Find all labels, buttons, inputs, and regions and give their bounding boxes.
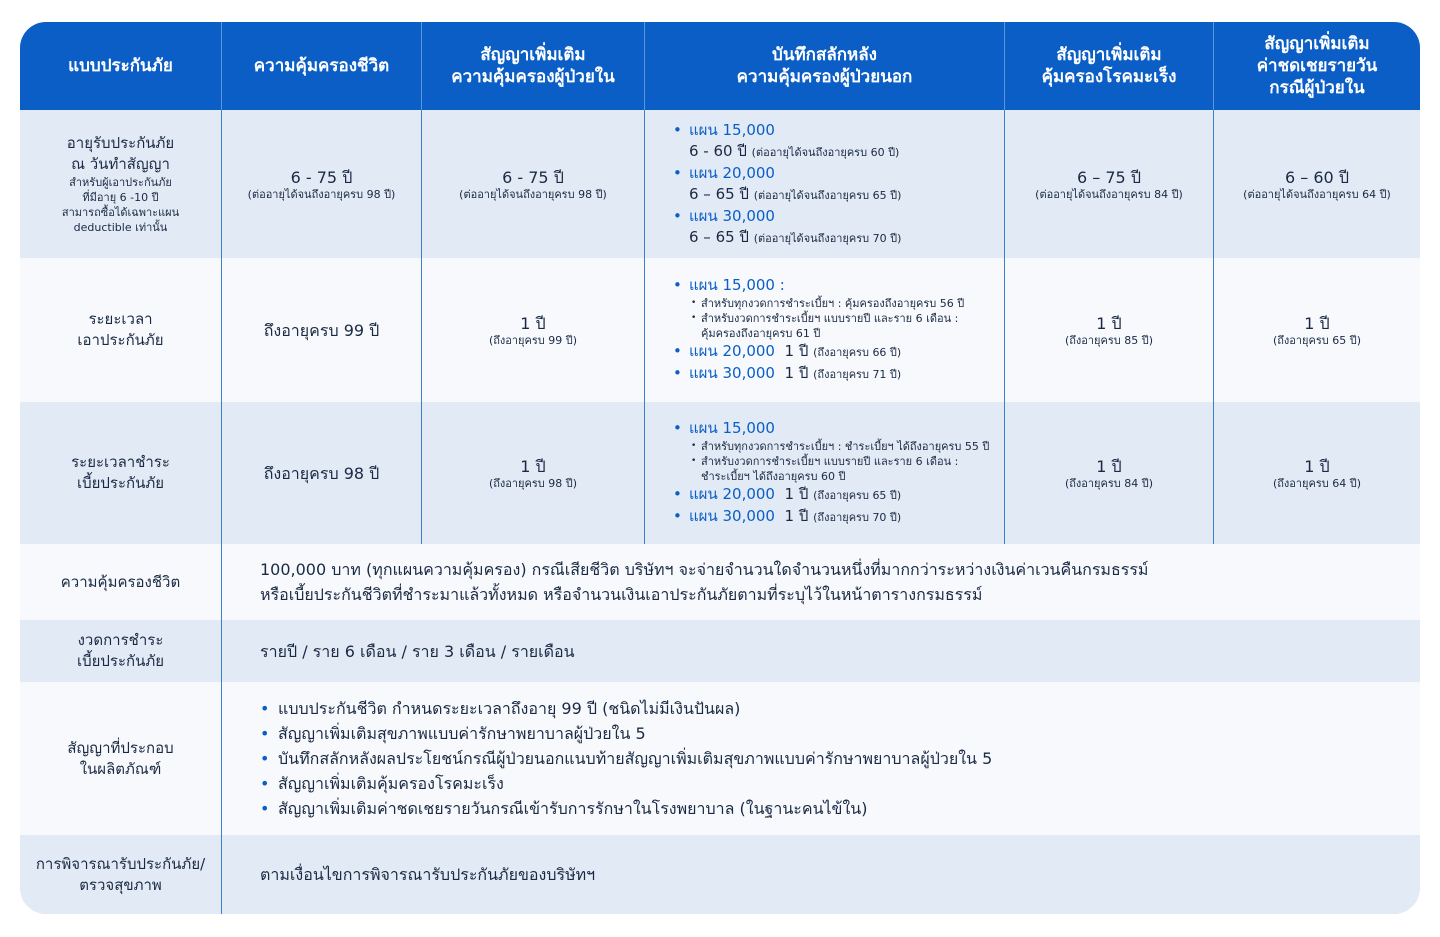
cell-note: (ถึงอายุครบ 64 ปี) bbox=[1272, 476, 1362, 490]
header-plan-type: แบบประกันภัย bbox=[68, 56, 173, 76]
table-row-payment-period bbox=[20, 402, 1420, 544]
plan-30000-title: • แผน 30,000 bbox=[673, 206, 901, 227]
daily-compensation-cell bbox=[1214, 402, 1420, 544]
cell-note: (ถึงอายุครบ 85 ปี) bbox=[1064, 333, 1154, 347]
life-coverage-cell bbox=[222, 402, 421, 544]
cancer-rider-cell bbox=[1005, 258, 1213, 402]
cell-note: (ถึงอายุครบ 98 ปี) bbox=[488, 476, 578, 490]
cell-note: (ต่ออายุได้จนถึงอายุครบ 64 ปี) bbox=[1243, 187, 1391, 201]
life-coverage-description bbox=[260, 544, 1148, 620]
plan-15000-sub-all: • สำหรับทุกงวดการชำระเบี้ยฯ : คุ้มครองถึงอายุครบ 56 ปี bbox=[673, 296, 964, 311]
opd-endorsement-cell bbox=[645, 402, 1004, 544]
table-row-life-coverage bbox=[20, 544, 1420, 620]
plan-15000-title: • แผน 15,000 bbox=[673, 120, 901, 141]
opd-endorsement-cell bbox=[645, 110, 1004, 258]
ipd-rider-cell bbox=[422, 402, 644, 544]
plan-15000-sub-annual-cont: ชำระเบี้ยฯ ได้ถึงอายุครบ 60 ปี bbox=[701, 470, 846, 483]
cell-value: 1 ปี bbox=[1096, 313, 1122, 333]
plan-15000-range: 6 - 60 ปี (ต่ออายุได้จนถึงอายุครบ 60 ปี) bbox=[689, 141, 900, 160]
cell-note: (ต่ออายุได้จนถึงอายุครบ 84 ปี) bbox=[1035, 187, 1183, 201]
row-label-text: การพิจารณารับประกันภัย/ ตรวจสุขภาพ bbox=[35, 854, 206, 894]
divider bbox=[1213, 110, 1214, 544]
row-label-text: งวดการชำระ เบี้ยประกันภัย bbox=[76, 631, 165, 670]
daily-compensation-cell bbox=[1214, 110, 1420, 258]
row-label bbox=[20, 110, 221, 258]
cell-value: ถึงอายุครบ 98 ปี bbox=[263, 463, 380, 483]
header-daily-compensation: สัญญาเพิ่มเติม ค่าชดเชยรายวัน กรณีผู้ป่วยใน bbox=[1256, 34, 1378, 98]
cell-value: 1 ปี bbox=[520, 313, 546, 333]
header-opd-endorsement: บันทึกสลักหลัง ความคุ้มครองผู้ป่วยนอก bbox=[736, 45, 913, 87]
plan-15000-sub-annual: • สำหรับงวดการชำระเบี้ยฯ แบบรายปี และราย 6 เดือน : bbox=[673, 454, 989, 469]
plan-30000-range: 6 – 65 ปี (ต่ออายุได้จนถึงอายุครบ 70 ปี) bbox=[689, 227, 902, 246]
underwriting-value: ตามเงื่อนไขการพิจารณารับประกันภัยของบริษัทฯ bbox=[260, 865, 596, 884]
list-item: • แบบประกันชีวิต กำหนดระยะเวลาถึงอายุ 99 ปี (ชนิดไม่มีเงินปันผล) bbox=[260, 696, 992, 721]
table-row-coverage-period bbox=[20, 258, 1420, 402]
row-label bbox=[20, 402, 221, 544]
divider bbox=[221, 110, 222, 914]
divider bbox=[421, 110, 422, 544]
divider bbox=[644, 110, 645, 544]
row-label-text: ระยะเวลาชำระ เบี้ยประกันภัย bbox=[71, 453, 170, 492]
plan-20000-title: • แผน 20,000 bbox=[673, 163, 901, 184]
row-label-text: อายุรับประกันภัย ณ วันทำสัญญา bbox=[66, 134, 175, 173]
cell-note: (ถึงอายุครบ 99 ปี) bbox=[488, 333, 578, 347]
header-ipd-rider: สัญญาเพิ่มเติม ความคุ้มครองผู้ป่วยใน bbox=[451, 45, 615, 87]
table-row-entry-age bbox=[20, 110, 1420, 258]
cell-value: 1 ปี bbox=[1096, 456, 1122, 476]
payment-mode-value: รายปี / ราย 6 เดือน / ราย 3 เดือน / รายเดือน bbox=[260, 641, 575, 661]
plan-15000-sub-annual: • สำหรับงวดการชำระเบี้ยฯ แบบรายปี และราย 6 เดือน : bbox=[673, 311, 964, 326]
plan-20000-range: 6 – 65 ปี (ต่ออายุได้จนถึงอายุครบ 65 ปี) bbox=[689, 184, 902, 203]
row-label bbox=[20, 835, 221, 914]
plan-20000-title: • แผน 20,000 1 ปี (ถึงอายุครบ 66 ปี) bbox=[673, 341, 964, 363]
divider bbox=[1004, 110, 1005, 544]
description-line-2: หรือเบี้ยประกันชีวิตที่ชำระมาแล้วทั้งหมด หรือจำนวนเงินเอาประกันภัยตามที่ระบุไว้ในหน้าตารางกรมธรรม์ bbox=[260, 585, 983, 604]
header-cancer-rider: สัญญาเพิ่มเติม คุ้มครองโรคมะเร็ง bbox=[1041, 45, 1177, 87]
cell-value: 6 - 75 ปี bbox=[290, 167, 353, 187]
list-item: • สัญญาเพิ่มเติมค่าชดเชยรายวันกรณีเข้ารับการรักษาในโรงพยาบาล (ในฐานะคนไข้ใน) bbox=[260, 796, 992, 821]
cell-value: 1 ปี bbox=[1304, 456, 1330, 476]
cell-value: 1 ปี bbox=[1304, 313, 1330, 333]
cancer-rider-cell bbox=[1005, 110, 1213, 258]
list-item: • บันทึกสลักหลังผลประโยชน์กรณีผู้ป่วยนอกแนบท้ายสัญญาเพิ่มเติมสุขภาพแบบค่ารักษาพยาบาลผู้ป่วยใน 5 bbox=[260, 746, 992, 771]
plan-20000-title: • แผน 20,000 1 ปี (ถึงอายุครบ 65 ปี) bbox=[673, 484, 989, 506]
plan-30000-title: • แผน 30,000 1 ปี (ถึงอายุครบ 71 ปี) bbox=[673, 363, 964, 385]
plan-15000-title: • แผน 15,000 : bbox=[673, 275, 964, 296]
cell-value: 1 ปี bbox=[520, 456, 546, 476]
cancer-rider-cell bbox=[1005, 402, 1213, 544]
row-label bbox=[20, 544, 221, 620]
row-label-text: ความคุ้มครองชีวิต bbox=[60, 572, 181, 591]
daily-compensation-cell bbox=[1214, 258, 1420, 402]
header-life-coverage: ความคุ้มครองชีวิต bbox=[253, 56, 390, 76]
insurance-comparison-table bbox=[20, 22, 1420, 914]
ipd-rider-cell bbox=[422, 258, 644, 402]
cell-note: (ต่ออายุได้จนถึงอายุครบ 98 ปี) bbox=[247, 187, 396, 201]
description-line-1: 100,000 บาท (ทุกแผนความคุ้มครอง) กรณีเสียชีวิต บริษัทฯ จะจ่ายจำนวนใดจำนวนหนึ่งที่มากกว่าระหว่างเงินค่าเวนคืนกรมธรรม์ bbox=[260, 560, 1149, 579]
underwriting-text bbox=[260, 835, 595, 914]
plan-15000-sub-all: • สำหรับทุกงวดการชำระเบี้ยฯ : ชำระเบี้ยฯ ได้ถึงอายุครบ 55 ปี bbox=[673, 439, 989, 454]
plan-30000-title: • แผน 30,000 1 ปี (ถึงอายุครบ 70 ปี) bbox=[673, 506, 989, 528]
product-contracts-list bbox=[260, 682, 992, 835]
row-label bbox=[20, 258, 221, 402]
table-header bbox=[20, 22, 1420, 110]
plan-15000-sub-annual-cont: คุ้มครองถึงอายุครบ 61 ปี bbox=[701, 327, 821, 340]
cell-value: 6 – 60 ปี bbox=[1285, 167, 1349, 187]
payment-mode-text bbox=[260, 620, 575, 682]
cell-value: 6 - 75 ปี bbox=[502, 167, 564, 187]
cell-note: (ต่ออายุได้จนถึงอายุครบ 98 ปี) bbox=[459, 187, 607, 201]
list-item: • สัญญาเพิ่มเติมคุ้มครองโรคมะเร็ง bbox=[260, 771, 992, 796]
list-item: • สัญญาเพิ่มเติมสุขภาพแบบค่ารักษาพยาบาลผู้ป่วยใน 5 bbox=[260, 721, 992, 746]
life-coverage-cell bbox=[222, 110, 421, 258]
cell-value: 6 – 75 ปี bbox=[1077, 167, 1141, 187]
ipd-rider-cell bbox=[422, 110, 644, 258]
table-row-underwriting bbox=[20, 835, 1420, 914]
opd-endorsement-cell bbox=[645, 258, 1004, 402]
table-row-payment-mode bbox=[20, 620, 1420, 682]
row-label-text: สัญญาที่ประกอบ ในผลิตภัณฑ์ bbox=[67, 738, 174, 778]
life-coverage-cell bbox=[222, 258, 421, 402]
row-label-note: สำหรับผู้เอาประกันภัย ที่มีอายุ 6 -10 ปี สามารถซื้อได้เฉพาะแผน deductible เท่านั้น bbox=[61, 176, 180, 234]
row-label bbox=[20, 620, 221, 682]
cell-value: ถึงอายุครบ 99 ปี bbox=[263, 320, 380, 340]
cell-note: (ถึงอายุครบ 84 ปี) bbox=[1064, 476, 1154, 490]
plan-15000-title: • แผน 15,000 bbox=[673, 418, 989, 439]
row-label bbox=[20, 682, 221, 835]
cell-note: (ถึงอายุครบ 65 ปี) bbox=[1272, 333, 1362, 347]
row-label-text: ระยะเวลา เอาประกันภัย bbox=[77, 310, 164, 349]
table-row-product-contracts bbox=[20, 682, 1420, 835]
